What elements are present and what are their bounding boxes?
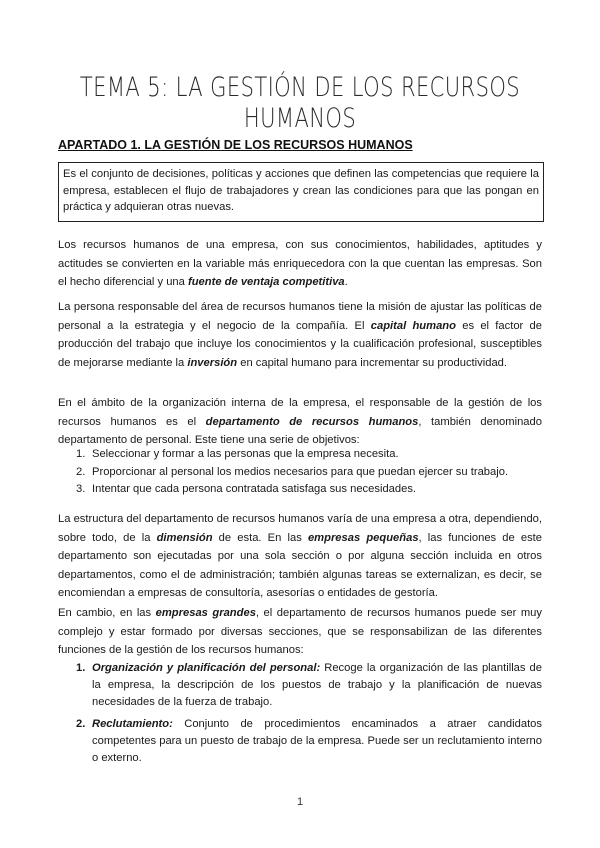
list-item: 3. Intentar que cada persona contratada satisfaga sus necesidades.	[76, 483, 417, 495]
list-item: 1. Organización y planificación del personal: Recoge la organización de las plantillas de la empresa, la descripción de los puestos de trabajo y la planificación de nuevas necesidades de la fuerza de trabajo.	[76, 662, 542, 708]
list-item: 1. Seleccionar y formar a las personas que la empresa necesita.	[76, 448, 399, 460]
term-inversion: inversión	[187, 356, 238, 369]
term-capital-humano: capital humano	[370, 319, 456, 332]
functions-list	[58, 660, 542, 773]
term-departamento-rrhh: departamento de recursos humanos	[205, 415, 419, 428]
document-title: TEMA 5: LA GESTIÓN DE LOS RECURSOS HUMANOS	[79, 72, 521, 134]
page-number: 1	[296, 796, 304, 808]
list-item: 2. Reclutamiento: Conjunto de procedimientos encaminados a atraer candidatos competentes para un puesto de trabajo de la empresa. Puede ser un reclutamiento interno o externo.	[76, 718, 542, 764]
definition-box: Es el conjunto de decisiones, políticas y acciones que definen las competencias que requiere la empresa, establecen el flujo de trabajadores y crean las condiciones para que las pongan en práctica y adquieran otras nuevas.	[58, 162, 544, 222]
list-item: 2. Proporcionar al personal los medios necesarios para que puedan ejercer su trabajo.	[76, 465, 509, 478]
paragraph-4: La estructura del departamento de recursos humanos varía de una empresa a otra, dependiendo, sobre todo, de la dimensión de esta. En las empresas pequeñas, las funciones de este departamento son ejecutadas por una sola sección o por alguna sección incluida en otros departamentos, como el de administración; también algunas tareas se externalizan, es decir, se encomiendan a empresas de consultoría, asesorías o entidades de gestoría.	[58, 513, 542, 600]
term-empresas-pequenas: empresas pequeñas	[307, 531, 419, 544]
section-heading: APARTADO 1. LA GESTIÓN DE LOS RECURSOS HUMANOS	[58, 138, 413, 152]
paragraph-3: En el ámbito de la organización interna de la empresa, el responsable de la gestión de los recursos humanos es el departamento de recursos humanos, también denominado departamento de personal. Este tiene una serie de objetivos:	[58, 397, 542, 447]
paragraph-5: En cambio, en las empresas grandes, el departamento de recursos humanos puede ser muy complejo y estar formado por diversas secciones, que se responsabilizan de las diferentes funciones de la gestión de los recursos humanos:	[58, 607, 542, 657]
paragraph-2: La persona responsable del área de recursos humanos tiene la misión de ajustar las políticas de personal a la estrategia y el negocio de la compañía. El capital humano es el factor de producción del trabajo que incluye los conocimientos y la cualificación profesional, susceptibles de mejorarse mediante la inversión en capital humano para incrementar su productividad.	[58, 301, 542, 369]
objectives-list	[58, 446, 542, 499]
term-dimension: dimensión	[156, 531, 213, 544]
term-ventaja-competitiva: fuente de ventaja competitiva	[187, 276, 345, 289]
paragraph-1: Los recursos humanos de una empresa, con sus conocimientos, habilidades, aptitudes y actitudes se convierten en la variable más enriquecedora con la que cuentan las empresas. Son el hecho diferencial y una fuente de ventaja competitiva.	[58, 239, 542, 289]
term-empresas-grandes: empresas grandes	[155, 607, 256, 619]
